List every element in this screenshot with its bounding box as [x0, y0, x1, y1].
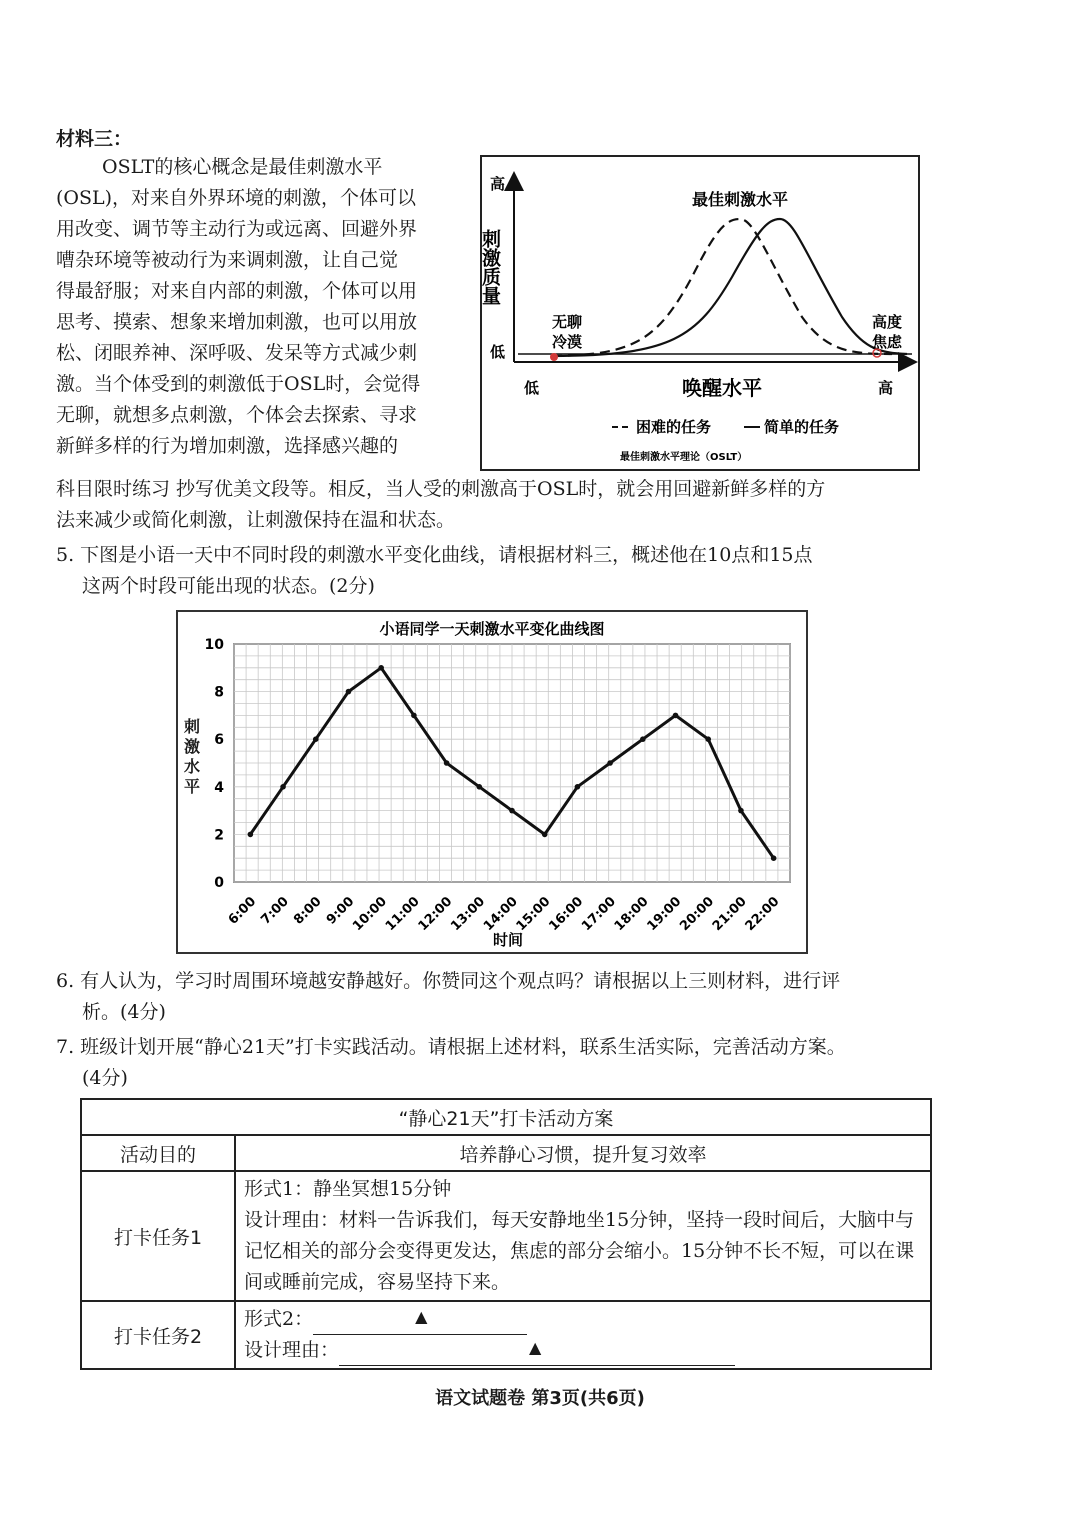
blank-marker: ▲ [529, 1338, 542, 1357]
y-tick-label: 2 [214, 827, 224, 844]
material-line: 用改变、调节等主动行为或远离、回避外界 [56, 218, 418, 240]
y-tick-label: 4 [214, 779, 224, 796]
y-tick-label: 6 [214, 732, 224, 749]
y-tick-label: 8 [214, 684, 224, 701]
task1-label: 打卡任务1 [81, 1171, 235, 1301]
data-point [738, 808, 744, 814]
data-point [607, 760, 613, 766]
x-tick-label: 11:00 [382, 894, 423, 935]
material-line: 法来减少或简化刺激，让刺激保持在温和状态。 [56, 509, 456, 531]
data-point [771, 855, 777, 861]
question-5-line-1: 5. 下图是小语一天中不同时段的刺激水平变化曲线，请根据材料三，概述他在10点和15点 [56, 544, 813, 566]
material-title: 材料三： [56, 128, 133, 150]
data-point [673, 713, 679, 719]
question-6 [56, 966, 946, 1028]
material-left-paragraph [56, 152, 466, 462]
task1-reason: 设计理由：材料一告诉我们，每天安静地坐15分钟，坚持一段时间后，大脑中与记忆相关的部分会变得更发达，焦虑的部分会缩小。15分钟不长不短，可以在课间或睡前完成，容易坚持下来。 [244, 1209, 915, 1293]
oslt-left-state-2: 冷漠 [552, 333, 583, 351]
oslt-x-high: 高 [878, 379, 894, 397]
data-point [248, 832, 254, 838]
task2-reason-blank[interactable] [339, 1338, 735, 1366]
purpose-value: 培养静心习惯，提升复习效率 [235, 1135, 931, 1171]
oslt-peak-label: 最佳刺激水平 [692, 190, 789, 209]
task2-reason-label: 设计理由： [244, 1339, 340, 1361]
activity-plan-table [80, 1098, 932, 1370]
oslt-diagram-svg [479, 157, 918, 469]
simple-task-curve [552, 219, 907, 356]
stimulus-chart [176, 610, 808, 954]
data-point [411, 713, 417, 719]
oslt-y-high: 高 [490, 175, 506, 193]
data-point [346, 689, 352, 695]
material-line: 无聊，就想多点刺激，个体会去探索、寻求 [56, 404, 418, 426]
x-tick-label: 15:00 [513, 894, 554, 935]
question-7-line-1: 7. 班级计划开展“静心21天”打卡实践活动。请根据上述材料，联系生活实际，完善活动方案。 [56, 1036, 846, 1058]
material-line: 新鲜多样的行为增加刺激，选择感兴趣的 [56, 435, 399, 457]
x-tick-label: 6:00 [225, 894, 260, 928]
task1-content [235, 1171, 931, 1301]
x-tick-label: 21:00 [709, 894, 750, 935]
x-tick-label: 8:00 [291, 894, 325, 928]
task2-label: 打卡任务2 [81, 1301, 235, 1369]
low-marker [550, 353, 558, 361]
data-point [640, 736, 646, 742]
material-line: 得最舒服；对来自内部的刺激，个体可以用 [56, 280, 418, 302]
question-6-line-1: 6. 有人认为，学习时周围环境越安静越好。你赞同这个观点吗？请根据以上三则材料，进行评 [56, 970, 841, 992]
y-tick-label: 10 [204, 637, 224, 653]
legend-solid-label: 简单的任务 [764, 418, 840, 436]
x-tick-label: 16:00 [546, 894, 587, 935]
x-tick-label: 10:00 [350, 894, 391, 935]
x-tick-label: 7:00 [258, 894, 292, 928]
x-tick-label: 9:00 [323, 894, 358, 928]
x-tick-label: 22:00 [742, 894, 783, 935]
x-tick-label: 19:00 [644, 894, 685, 935]
task2-reason-row [244, 1335, 922, 1366]
question-5 [56, 540, 946, 602]
question-7 [56, 1032, 946, 1094]
data-point [575, 784, 581, 790]
oslt-y-label: 刺激质量 [479, 229, 501, 305]
oslt-right-state-2: 焦虑 [872, 333, 903, 351]
oslt-caption: 最佳刺激水平理论（OSLT） [620, 452, 748, 463]
x-tick-label: 20:00 [677, 894, 718, 935]
oslt-left-state-1: 无聊 [552, 313, 583, 331]
x-tick-label: 13:00 [448, 894, 489, 935]
oslt-right-state-1: 高度 [872, 313, 903, 331]
task2-form-blank[interactable] [313, 1307, 527, 1335]
material-line: 思考、摸索、想象来增加刺激，也可以用放 [56, 311, 418, 333]
question-6-line-2: 析。(4分) [82, 1001, 166, 1023]
data-point [280, 784, 286, 790]
x-tick-label: 17:00 [579, 894, 619, 935]
purpose-label: 活动目的 [81, 1135, 235, 1171]
data-point [444, 760, 450, 766]
x-tick-label: 14:00 [480, 894, 521, 935]
plan-table-title: “静心21天”打卡活动方案 [81, 1099, 931, 1135]
task1-form: 形式1：静坐冥想15分钟 [244, 1178, 452, 1200]
question-5-line-2: 这两个时段可能出现的状态。(2分) [82, 575, 375, 597]
material-line: 激。当个体受到的刺激低于OSL时，会觉得 [56, 373, 421, 395]
blank-marker: ▲ [415, 1307, 428, 1326]
material-line: OSLT的核心概念是最佳刺激水平 [102, 156, 383, 178]
page-footer: 语文试题卷 第3页(共6页) [435, 1388, 645, 1409]
material-line: (OSL)，对来自外界环境的刺激，个体可以 [56, 187, 417, 209]
data-point [476, 784, 482, 790]
chart-title: 小语同学一天刺激水平变化曲线图 [379, 620, 605, 638]
material-line: 松、闭眼养神、深呼吸、发呆等方式减少刺 [56, 342, 418, 364]
chart-y-axis-label: 刺激水平 [184, 717, 201, 796]
x-tick-label: 18:00 [611, 894, 652, 935]
x-tick-label: 12:00 [415, 894, 456, 935]
chart-x-axis-label: 时间 [492, 931, 524, 949]
stimulus-chart-svg [178, 612, 806, 952]
task2-form-label: 形式2： [244, 1308, 314, 1330]
material-line: 嘈杂环境等被动行为来调刺激，让自己觉 [56, 249, 399, 271]
data-point [705, 736, 711, 742]
oslt-y-low: 低 [490, 343, 506, 361]
question-7-line-2: (4分) [82, 1067, 128, 1089]
oslt-x-low: 低 [524, 379, 540, 397]
oslt-diagram [480, 155, 920, 471]
oslt-x-label: 唤醒水平 [682, 376, 762, 400]
legend-dashed-label: 困难的任务 [636, 418, 712, 436]
task2-form-row [244, 1304, 922, 1335]
data-point [509, 808, 515, 814]
y-tick-label: 0 [214, 875, 224, 891]
material-line: 科目限时练习 抄写优美文段等。相反，当人受的刺激高于OSL时，就会用回避新鲜多样的方 [56, 478, 826, 500]
data-point [378, 665, 384, 671]
difficult-task-curve [552, 219, 892, 356]
material-full-paragraph [56, 474, 936, 536]
data-point [542, 832, 548, 838]
data-point [313, 736, 319, 742]
task2-content [235, 1301, 931, 1369]
